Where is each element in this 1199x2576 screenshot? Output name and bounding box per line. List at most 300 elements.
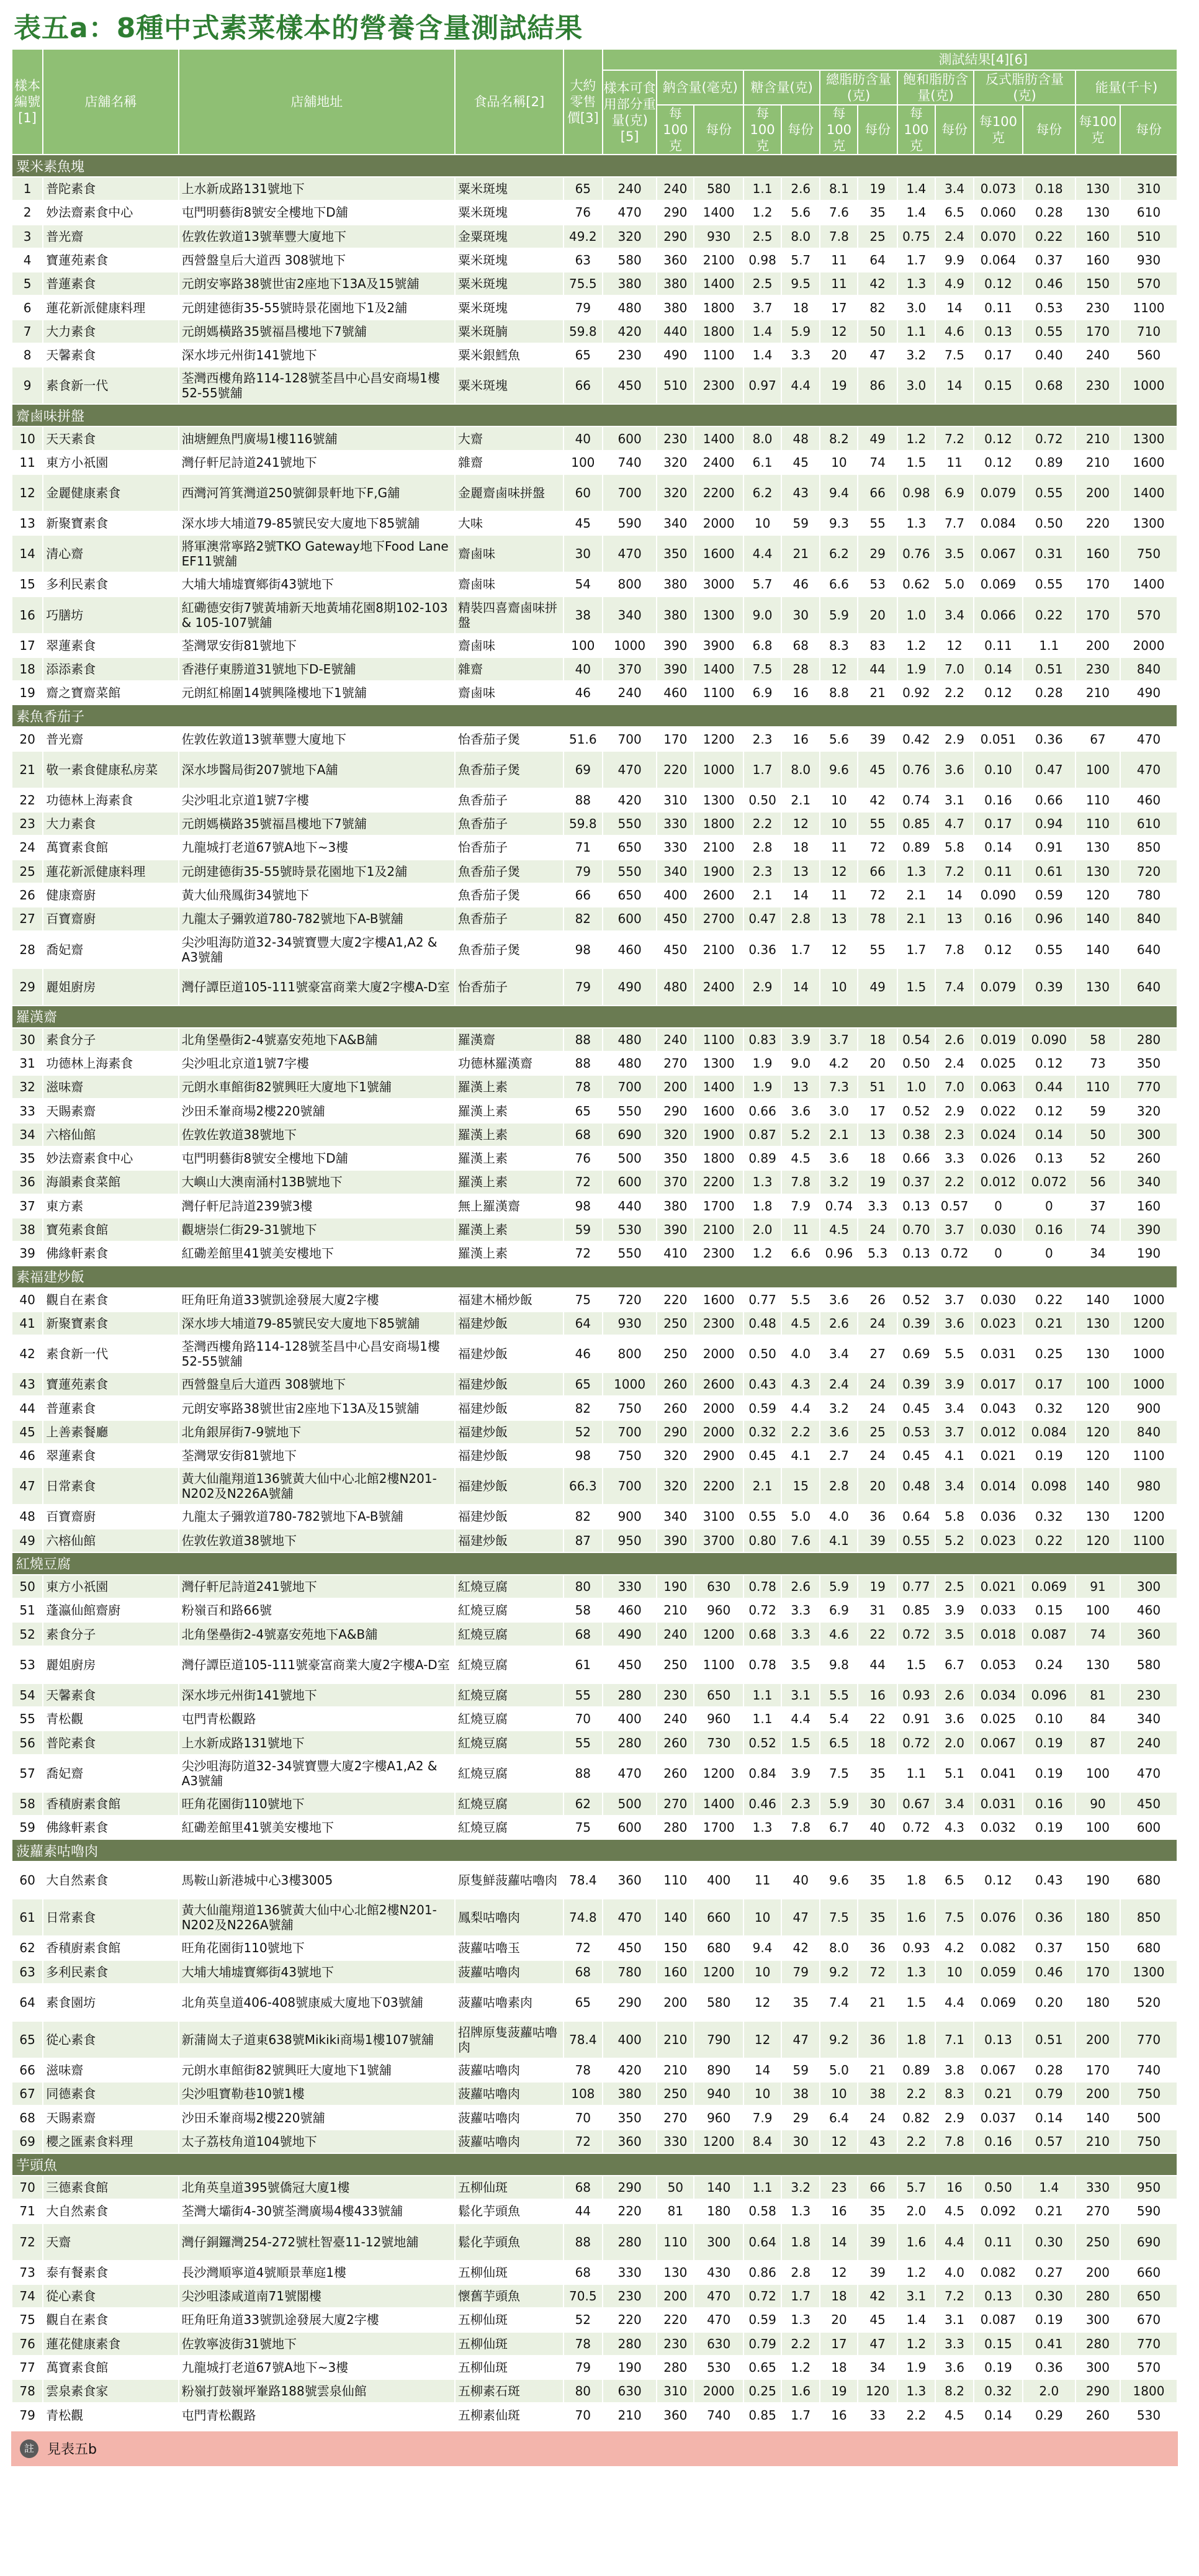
table-row (12, 1683, 1177, 1707)
cell-fat-per-100g: 18 (820, 2284, 858, 2308)
cell-satfat-per-portion: 2.0 (935, 1731, 974, 1754)
cell-price: 59 (564, 1218, 603, 1241)
cell-satfat-per-portion: 6.9 (935, 474, 974, 511)
cell-portion-weight: 600 (603, 1170, 657, 1194)
cell-shop-name: 滋味齋 (43, 2058, 178, 2082)
cell-shop-name: 海韻素食菜館 (43, 1170, 178, 1194)
cell-energy-per-portion: 490 (1120, 681, 1177, 705)
cell-satfat-per-100g: 0.75 (897, 225, 935, 248)
table-row (12, 1218, 1177, 1241)
cell-fat-per-100g: 7.4 (820, 1984, 858, 2021)
cell-transfat-per-portion: 0.27 (1023, 2261, 1076, 2284)
cell-sugar-per-portion: 3.3 (781, 1622, 820, 1646)
cell-sample-id: 40 (12, 1288, 43, 1312)
cell-transfat-per-100g: 0.031 (974, 1335, 1023, 1372)
cell-fat-per-100g: 2.6 (820, 1312, 858, 1335)
cell-energy-per-100g: 67 (1076, 727, 1120, 750)
cell-transfat-per-100g: 0.12 (974, 426, 1023, 450)
cell-fat-per-portion: 25 (858, 1420, 897, 1444)
cell-satfat-per-100g: 1.1 (897, 1755, 935, 1792)
cell-sodium-per-portion: 960 (694, 1598, 743, 1622)
cell-portion-weight: 280 (603, 2332, 657, 2356)
cell-food-name: 無上羅漢齋 (455, 1194, 564, 1218)
cell-sodium-per-100g: 400 (657, 883, 694, 907)
cell-food-name: 福建炒飯 (455, 1372, 564, 1396)
cell-sugar-per-portion: 4.4 (781, 1396, 820, 1420)
cell-energy-per-100g: 120 (1076, 1420, 1120, 1444)
cell-sodium-per-portion: 930 (694, 225, 743, 248)
cell-fat-per-portion: 35 (858, 200, 897, 224)
cell-transfat-per-100g: 0.090 (974, 883, 1023, 907)
cell-energy-per-portion: 590 (1120, 2199, 1177, 2223)
cell-sugar-per-100g: 0.64 (743, 2223, 781, 2261)
cell-energy-per-100g: 200 (1076, 2082, 1120, 2105)
cell-energy-per-portion: 1200 (1120, 1505, 1177, 1528)
cell-shop-name: 素食園坊 (43, 1984, 178, 2021)
cell-shop-address: 元朗媽橫路35號福昌樓地下7號舖 (179, 320, 455, 343)
cell-food-name: 五柳仙斑 (455, 2356, 564, 2379)
cell-satfat-per-100g: 3.2 (897, 343, 935, 367)
table-row (12, 1396, 1177, 1420)
cell-portion-weight: 490 (603, 1622, 657, 1646)
cell-sugar-per-100g: 2.1 (743, 883, 781, 907)
cell-sample-id: 39 (12, 1241, 43, 1265)
cell-sodium-per-portion: 940 (694, 2082, 743, 2105)
cell-energy-per-100g: 180 (1076, 1984, 1120, 2021)
cell-energy-per-100g: 250 (1076, 2223, 1120, 2261)
cell-fat-per-portion: 21 (858, 1984, 897, 2021)
cell-transfat-per-100g: 0.037 (974, 2105, 1023, 2129)
cell-energy-per-100g: 100 (1076, 751, 1120, 788)
cell-portion-weight: 320 (603, 225, 657, 248)
cell-satfat-per-100g: 0.93 (897, 1936, 935, 1960)
cell-fat-per-100g: 9.2 (820, 2021, 858, 2058)
cell-portion-weight: 480 (603, 295, 657, 319)
header-test-results: 測試結果[4][6] (603, 49, 1177, 70)
cell-transfat-per-portion: 0.19 (1023, 1444, 1076, 1467)
cell-food-name: 鬆化芋頭魚 (455, 2223, 564, 2261)
cell-sodium-per-100g: 260 (657, 1731, 694, 1754)
cell-portion-weight: 500 (603, 1792, 657, 1816)
cell-sugar-per-portion: 5.2 (781, 1123, 820, 1146)
cell-shop-name: 普蓮素食 (43, 1396, 178, 1420)
cell-satfat-per-100g: 0.52 (897, 1099, 935, 1122)
cell-transfat-per-100g: 0.030 (974, 1218, 1023, 1241)
cell-satfat-per-portion: 7.8 (935, 931, 974, 968)
cell-sample-id: 37 (12, 1194, 43, 1218)
category-row (12, 705, 1177, 727)
cell-sample-id: 79 (12, 2403, 43, 2426)
header-sugar: 糖含量(克) (743, 70, 820, 105)
cell-sodium-per-100g: 250 (657, 1312, 694, 1335)
cell-sodium-per-100g: 190 (657, 1575, 694, 1598)
cell-sugar-per-portion: 4.3 (781, 1372, 820, 1396)
cell-satfat-per-100g: 0.74 (897, 788, 935, 812)
table-row (12, 1792, 1177, 1816)
cell-satfat-per-100g: 1.3 (897, 1960, 935, 1984)
cell-satfat-per-100g: 1.7 (897, 248, 935, 272)
cell-fat-per-portion: 72 (858, 1960, 897, 1984)
cell-sugar-per-100g: 0.97 (743, 367, 781, 404)
table-body (12, 155, 1177, 2427)
cell-sugar-per-portion: 11 (781, 1218, 820, 1241)
cell-sodium-per-100g: 240 (657, 1707, 694, 1731)
cell-fat-per-100g: 4.1 (820, 1529, 858, 1552)
cell-fat-per-portion: 50 (858, 320, 897, 343)
cell-transfat-per-portion: 0.55 (1023, 931, 1076, 968)
table-row (12, 2176, 1177, 2199)
cell-price: 70.5 (564, 2284, 603, 2308)
cell-fat-per-portion: 66 (858, 474, 897, 511)
cell-fat-per-portion: 49 (858, 968, 897, 1006)
category-row (12, 155, 1177, 177)
cell-food-name: 雜齋 (455, 451, 564, 474)
cell-fat-per-100g: 17 (820, 295, 858, 319)
cell-sample-id: 11 (12, 451, 43, 474)
header-per-100g: 每100克 (657, 105, 694, 155)
cell-fat-per-portion: 55 (858, 931, 897, 968)
cell-shop-address: 元朗紅棉圍14號興隆樓地下1號舖 (179, 681, 455, 705)
cell-transfat-per-100g: 0.059 (974, 1960, 1023, 1984)
cell-sugar-per-portion: 4.5 (781, 1312, 820, 1335)
cell-satfat-per-100g: 1.4 (897, 177, 935, 200)
cell-portion-weight: 530 (603, 1218, 657, 1241)
category-label: 粟米素魚塊 (12, 155, 1177, 177)
footnote-badge: 註 (20, 2439, 38, 2458)
cell-sodium-per-portion: 2000 (694, 511, 743, 535)
cell-transfat-per-100g: 0.15 (974, 367, 1023, 404)
cell-food-name: 福建炒飯 (455, 1312, 564, 1335)
cell-satfat-per-100g: 2.2 (897, 2403, 935, 2426)
cell-shop-address: 香港仔東勝道31號地下D-E號舖 (179, 657, 455, 681)
cell-shop-name: 大自然素食 (43, 2199, 178, 2223)
cell-sample-id: 17 (12, 634, 43, 657)
cell-sodium-per-100g: 130 (657, 2261, 694, 2284)
cell-food-name: 魚香茄子煲 (455, 931, 564, 968)
cell-transfat-per-100g: 0.076 (974, 1899, 1023, 1936)
cell-fat-per-100g: 5.5 (820, 1683, 858, 1707)
cell-sugar-per-100g: 2.3 (743, 860, 781, 883)
cell-satfat-per-100g: 0.93 (897, 1683, 935, 1707)
cell-energy-per-portion: 750 (1120, 2130, 1177, 2153)
cell-sugar-per-100g: 7.9 (743, 2105, 781, 2129)
cell-fat-per-portion: 24 (858, 2105, 897, 2129)
cell-sugar-per-100g: 0.78 (743, 1575, 781, 1598)
cell-satfat-per-100g: 0.89 (897, 2058, 935, 2082)
cell-price: 72 (564, 2130, 603, 2153)
cell-energy-per-100g: 110 (1076, 788, 1120, 812)
cell-shop-name: 喬妃齋 (43, 1755, 178, 1792)
cell-sugar-per-100g: 0.72 (743, 2284, 781, 2308)
cell-satfat-per-portion: 5.5 (935, 1335, 974, 1372)
cell-sodium-per-portion: 3900 (694, 634, 743, 657)
cell-sodium-per-100g: 200 (657, 1075, 694, 1099)
cell-satfat-per-100g: 0.52 (897, 1288, 935, 1312)
cell-sugar-per-100g: 0.98 (743, 248, 781, 272)
cell-sugar-per-portion: 16 (781, 727, 820, 750)
cell-fat-per-portion: 35 (858, 2199, 897, 2223)
cell-portion-weight: 290 (603, 2176, 657, 2199)
header-portion-weight: 樣本可食用部分重量(克)[5] (603, 70, 657, 155)
cell-transfat-per-portion: 0.19 (1023, 2308, 1076, 2331)
cell-sodium-per-100g: 320 (657, 1123, 694, 1146)
cell-shop-address: 旺角花園街110號地下 (179, 1792, 455, 1816)
cell-portion-weight: 550 (603, 1241, 657, 1265)
cell-sugar-per-portion: 46 (781, 572, 820, 596)
cell-sample-id: 45 (12, 1420, 43, 1444)
cell-energy-per-portion: 580 (1120, 1646, 1177, 1683)
cell-sample-id: 20 (12, 727, 43, 750)
cell-sodium-per-portion: 1200 (694, 727, 743, 750)
cell-sodium-per-portion: 3100 (694, 1505, 743, 1528)
cell-fat-per-portion: 36 (858, 1936, 897, 1960)
cell-fat-per-portion: 18 (858, 1731, 897, 1754)
cell-energy-per-100g: 230 (1076, 295, 1120, 319)
cell-price: 79 (564, 295, 603, 319)
cell-sample-id: 46 (12, 1444, 43, 1467)
table-row (12, 2130, 1177, 2153)
cell-satfat-per-100g: 1.7 (897, 931, 935, 968)
cell-sugar-per-100g: 8.0 (743, 426, 781, 450)
cell-shop-address: 尖沙咀海防道32-34號寶豐大廈2字樓A1,A2 & A3號舖 (179, 1755, 455, 1792)
cell-energy-per-portion: 1600 (1120, 451, 1177, 474)
cell-transfat-per-portion: 0.37 (1023, 248, 1076, 272)
cell-satfat-per-portion: 5.1 (935, 1755, 974, 1792)
cell-sugar-per-100g: 7.5 (743, 657, 781, 681)
cell-transfat-per-portion: 0.13 (1023, 1146, 1076, 1170)
cell-food-name: 魚香茄子煲 (455, 860, 564, 883)
cell-shop-address: 大埔大埔墟寶鄉街43號地下 (179, 1960, 455, 1984)
cell-satfat-per-portion: 4.5 (935, 2403, 974, 2426)
cell-sodium-per-portion: 1400 (694, 426, 743, 450)
cell-sodium-per-portion: 580 (694, 177, 743, 200)
cell-satfat-per-portion: 7.1 (935, 2021, 974, 2058)
cell-transfat-per-portion: 0.32 (1023, 1396, 1076, 1420)
cell-shop-name: 東方小祇園 (43, 451, 178, 474)
cell-energy-per-portion: 850 (1120, 1899, 1177, 1936)
cell-energy-per-portion: 680 (1120, 1862, 1177, 1899)
cell-portion-weight: 450 (603, 367, 657, 404)
cell-sample-id: 51 (12, 1598, 43, 1622)
cell-energy-per-portion: 570 (1120, 2356, 1177, 2379)
cell-sugar-per-portion: 5.5 (781, 1288, 820, 1312)
cell-shop-name: 翠蓮素食 (43, 634, 178, 657)
cell-price: 64 (564, 1312, 603, 1335)
cell-fat-per-portion: 19 (858, 1575, 897, 1598)
cell-energy-per-portion: 450 (1120, 1792, 1177, 1816)
cell-transfat-per-portion: 0.39 (1023, 968, 1076, 1006)
cell-sodium-per-100g: 170 (657, 727, 694, 750)
cell-satfat-per-portion: 10 (935, 1960, 974, 1984)
cell-energy-per-portion: 320 (1120, 1099, 1177, 1122)
cell-energy-per-portion: 1200 (1120, 1312, 1177, 1335)
cell-shop-name: 櫻之匯素食料理 (43, 2130, 178, 2153)
cell-shop-name: 大自然素食 (43, 1862, 178, 1899)
cell-sample-id: 16 (12, 597, 43, 634)
cell-sugar-per-100g: 0.48 (743, 1312, 781, 1335)
cell-energy-per-portion: 390 (1120, 1218, 1177, 1241)
cell-sugar-per-100g: 0.43 (743, 1372, 781, 1396)
cell-sugar-per-portion: 2.2 (781, 2332, 820, 2356)
cell-food-name: 齋鹵味 (455, 572, 564, 596)
cell-satfat-per-portion: 14 (935, 883, 974, 907)
cell-sugar-per-100g: 1.2 (743, 1241, 781, 1265)
cell-sodium-per-100g: 230 (657, 1683, 694, 1707)
cell-fat-per-portion: 66 (858, 2176, 897, 2199)
cell-sugar-per-portion: 2.1 (781, 788, 820, 812)
cell-price: 72 (564, 1241, 603, 1265)
cell-fat-per-portion: 20 (858, 597, 897, 634)
cell-sodium-per-portion: 1300 (694, 1052, 743, 1075)
cell-fat-per-100g: 7.6 (820, 200, 858, 224)
cell-satfat-per-portion: 3.5 (935, 535, 974, 572)
cell-sugar-per-100g: 0.59 (743, 1396, 781, 1420)
cell-food-name: 齋鹵味 (455, 634, 564, 657)
cell-sodium-per-100g: 250 (657, 1646, 694, 1683)
cell-shop-address: 黃大仙飛鳳街34號地下 (179, 883, 455, 907)
cell-sugar-per-portion: 14 (781, 883, 820, 907)
cell-sugar-per-portion: 1.3 (781, 2308, 820, 2331)
cell-sample-id: 9 (12, 367, 43, 404)
cell-sample-id: 2 (12, 200, 43, 224)
cell-portion-weight: 450 (603, 1646, 657, 1683)
cell-price: 52 (564, 1420, 603, 1444)
cell-satfat-per-portion: 2.6 (935, 1028, 974, 1052)
cell-sugar-per-portion: 5.6 (781, 200, 820, 224)
cell-energy-per-100g: 200 (1076, 634, 1120, 657)
cell-sugar-per-portion: 14 (781, 968, 820, 1006)
cell-satfat-per-100g: 1.3 (897, 2379, 935, 2403)
cell-sugar-per-portion: 16 (781, 681, 820, 705)
cell-portion-weight: 480 (603, 1028, 657, 1052)
cell-energy-per-portion: 1300 (1120, 511, 1177, 535)
cell-sodium-per-100g: 240 (657, 177, 694, 200)
cell-sodium-per-100g: 310 (657, 2379, 694, 2403)
cell-fat-per-portion: 21 (858, 2058, 897, 2082)
cell-satfat-per-100g: 0.70 (897, 1218, 935, 1241)
cell-fat-per-100g: 9.6 (820, 751, 858, 788)
cell-fat-per-portion: 47 (858, 2332, 897, 2356)
cell-fat-per-100g: 7.5 (820, 1755, 858, 1792)
cell-shop-name: 天馨素食 (43, 343, 178, 367)
cell-sodium-per-portion: 2200 (694, 1170, 743, 1194)
cell-satfat-per-portion: 4.4 (935, 1984, 974, 2021)
cell-shop-address: 灣仔軒尼詩道239號3樓 (179, 1194, 455, 1218)
table-row (12, 1622, 1177, 1646)
cell-sugar-per-100g: 1.9 (743, 1052, 781, 1075)
cell-food-name: 福建木桶炒飯 (455, 1288, 564, 1312)
cell-sodium-per-100g: 260 (657, 1396, 694, 1420)
cell-fat-per-portion: 35 (858, 1862, 897, 1899)
cell-transfat-per-100g: 0.012 (974, 1420, 1023, 1444)
cell-fat-per-100g: 5.9 (820, 1792, 858, 1816)
cell-transfat-per-100g: 0.031 (974, 1792, 1023, 1816)
cell-price: 66 (564, 883, 603, 907)
cell-sodium-per-portion: 1800 (694, 295, 743, 319)
table-row (12, 907, 1177, 930)
cell-fat-per-100g: 2.4 (820, 1372, 858, 1396)
cell-price: 76 (564, 200, 603, 224)
cell-satfat-per-100g: 0.37 (897, 1170, 935, 1194)
header-per-portion: 每份 (935, 105, 974, 155)
cell-portion-weight: 210 (603, 2403, 657, 2426)
cell-sodium-per-portion: 180 (694, 2199, 743, 2223)
cell-price: 79 (564, 968, 603, 1006)
cell-transfat-per-portion: 0.40 (1023, 343, 1076, 367)
cell-sodium-per-100g: 380 (657, 1194, 694, 1218)
cell-portion-weight: 240 (603, 681, 657, 705)
cell-sodium-per-portion: 300 (694, 2223, 743, 2261)
cell-fat-per-portion: 24 (858, 1444, 897, 1467)
cell-transfat-per-100g: 0.14 (974, 2403, 1023, 2426)
cell-energy-per-100g: 210 (1076, 681, 1120, 705)
table-row (12, 788, 1177, 812)
cell-fat-per-100g: 14 (820, 2223, 858, 2261)
cell-energy-per-100g: 270 (1076, 2199, 1120, 2223)
cell-food-name: 原隻鮮菠蘿咕嚕肉 (455, 1862, 564, 1899)
cell-sample-id: 27 (12, 907, 43, 930)
cell-price: 88 (564, 1755, 603, 1792)
cell-food-name: 五柳素仙斑 (455, 2403, 564, 2426)
cell-transfat-per-portion: 0.55 (1023, 572, 1076, 596)
cell-energy-per-portion: 230 (1120, 1683, 1177, 1707)
header-shop-name: 店舖名稱 (43, 49, 178, 155)
cell-sugar-per-portion: 15 (781, 1467, 820, 1505)
cell-fat-per-100g: 2.1 (820, 1123, 858, 1146)
cell-satfat-per-100g: 0.53 (897, 1420, 935, 1444)
cell-satfat-per-100g: 0.13 (897, 1241, 935, 1265)
cell-transfat-per-100g: 0.21 (974, 2082, 1023, 2105)
cell-fat-per-100g: 8.0 (820, 1936, 858, 1960)
cell-satfat-per-100g: 0.72 (897, 1816, 935, 1839)
cell-fat-per-portion: 51 (858, 1075, 897, 1099)
cell-fat-per-portion: 42 (858, 272, 897, 295)
cell-price: 68 (564, 1123, 603, 1146)
cell-portion-weight: 650 (603, 883, 657, 907)
cell-energy-per-portion: 520 (1120, 1984, 1177, 2021)
cell-energy-per-100g: 170 (1076, 2058, 1120, 2082)
cell-energy-per-100g: 160 (1076, 535, 1120, 572)
cell-sodium-per-100g: 460 (657, 681, 694, 705)
cell-sugar-per-100g: 1.1 (743, 1707, 781, 1731)
cell-sample-id: 33 (12, 1099, 43, 1122)
cell-sodium-per-portion: 650 (694, 1683, 743, 1707)
cell-food-name: 菠蘿咕嚕素肉 (455, 1984, 564, 2021)
cell-energy-per-100g: 130 (1076, 1312, 1120, 1335)
cell-sodium-per-portion: 2100 (694, 1218, 743, 1241)
cell-satfat-per-100g: 1.4 (897, 2308, 935, 2331)
header-price: 大約零售價[3] (564, 49, 603, 155)
cell-sodium-per-portion: 400 (694, 1862, 743, 1899)
cell-sugar-per-portion: 1.8 (781, 2223, 820, 2261)
cell-food-name: 福建炒飯 (455, 1505, 564, 1528)
cell-sugar-per-100g: 0.59 (743, 2308, 781, 2331)
cell-shop-name: 東方素 (43, 1194, 178, 1218)
cell-portion-weight: 380 (603, 2082, 657, 2105)
cell-price: 70 (564, 1707, 603, 1731)
cell-sugar-per-100g: 0.84 (743, 1755, 781, 1792)
cell-sugar-per-100g: 10 (743, 511, 781, 535)
category-row (12, 1552, 1177, 1575)
cell-portion-weight: 280 (603, 1731, 657, 1754)
cell-food-name: 菠蘿咕嚕肉 (455, 2058, 564, 2082)
cell-sugar-per-100g: 6.8 (743, 634, 781, 657)
cell-energy-per-portion: 300 (1120, 1123, 1177, 1146)
cell-sugar-per-portion: 68 (781, 634, 820, 657)
cell-fat-per-portion: 49 (858, 426, 897, 450)
cell-food-name: 福建炒飯 (455, 1396, 564, 1420)
cell-food-name: 齋鹵味 (455, 681, 564, 705)
